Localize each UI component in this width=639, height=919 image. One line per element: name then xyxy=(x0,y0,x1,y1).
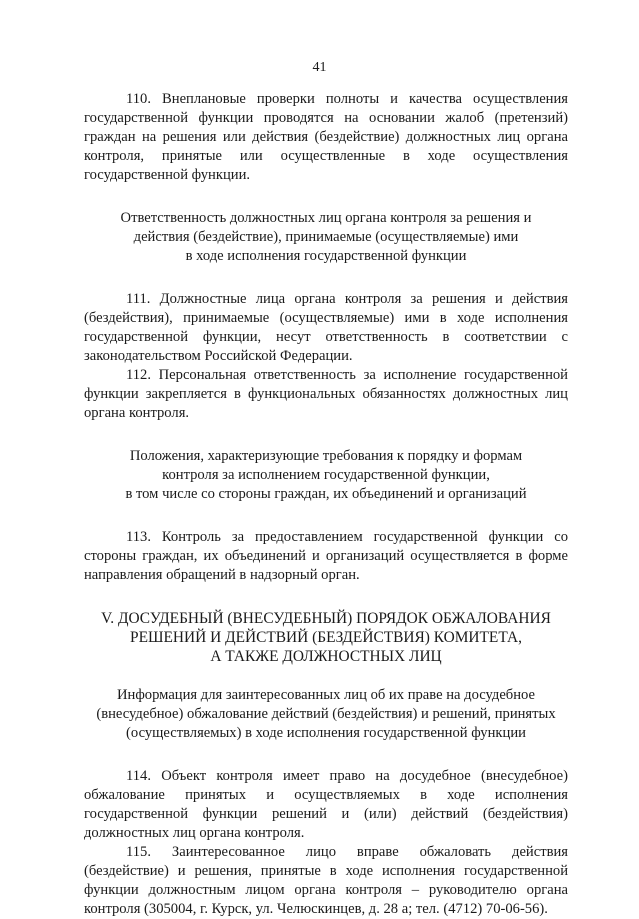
subheading-line: Положения, характеризующие требования к порядку и формам xyxy=(129,448,523,464)
paragraph-115: 115. Заинтересованное лицо вправе обжаловать действия (бездействие) и решения, принятые в ходе исполнения государственной функции должностным лицом органа контроля – руководителю органа контроля (305004, г. Курск, ул. Челюскинцев, д. 28 а; тел. (4712) 70-06-56). xyxy=(84,844,568,917)
section-v-title xyxy=(84,609,568,666)
document-body xyxy=(84,90,568,919)
subheading-line: в том числе со стороны граждан, их объединений и организаций xyxy=(125,486,527,502)
subheading-line: Ответственность должностных лиц органа контроля за решения и xyxy=(120,210,532,226)
subheading-line: в ходе исполнения государственной функции xyxy=(185,248,467,264)
paragraph-110: 110. Внеплановые проверки полноты и качества осуществления государственной функции проводятся на основании жалоб (претензий) граждан на решения или действия (бездействие) должностных лиц органа контроля, принятые или осуществленные в ходе осуществления государственной функции. xyxy=(84,91,568,183)
subheading-line: Информация для заинтересованных лиц об их праве на досудебное xyxy=(117,687,535,703)
subheading-responsibility xyxy=(84,209,568,266)
paragraph-111: 111. Должностные лица органа контроля за решения и действия (бездействия), принимаемые (осуществляемые) ими в ходе исполнения государственной функции, несут ответственность в соответствии с законодательством Российской Федерации. xyxy=(84,291,568,364)
paragraph-114: 114. Объект контроля имеет право на досудебное (внесудебное) обжалование принятых и осуществляемых в ходе исполнения государственной функции решений и (или) действий (бездействия) должностных лиц органа контроля. xyxy=(84,768,568,841)
subheading-line: (внесудебное) обжалование действий (бездействия) и решений, принятых xyxy=(96,706,556,722)
subheading-appeal-info xyxy=(84,686,568,743)
subheading-line: (осуществляемых) в ходе исполнения государственной функции xyxy=(126,725,526,741)
subheading-control-forms xyxy=(84,447,568,504)
paragraph-112: 112. Персональная ответственность за исполнение государственной функции закрепляется в функциональных обязанностях должностных лиц органа контроля. xyxy=(84,367,568,421)
subheading-line: контроля за исполнением государственной функции, xyxy=(162,467,490,483)
section-title-line: А ТАКЖЕ ДОЛЖНОСТНЫХ ЛИЦ xyxy=(210,648,442,665)
page-number: 41 xyxy=(312,60,327,75)
paragraph-113: 113. Контроль за предоставлением государственной функции со стороны граждан, их объединений и организаций осуществляется в форме направления обращений в надзорный орган. xyxy=(84,529,568,583)
section-title-line: V. ДОСУДЕБНЫЙ (ВНЕСУДЕБНЫЙ) ПОРЯДОК ОБЖАЛОВАНИЯ xyxy=(101,610,551,627)
subheading-line: действия (бездействие), принимаемые (осуществляемые) ими xyxy=(133,229,519,245)
section-title-line: РЕШЕНИЙ И ДЕЙСТВИЙ (БЕЗДЕЙСТВИЯ) КОМИТЕТА, xyxy=(130,629,522,646)
